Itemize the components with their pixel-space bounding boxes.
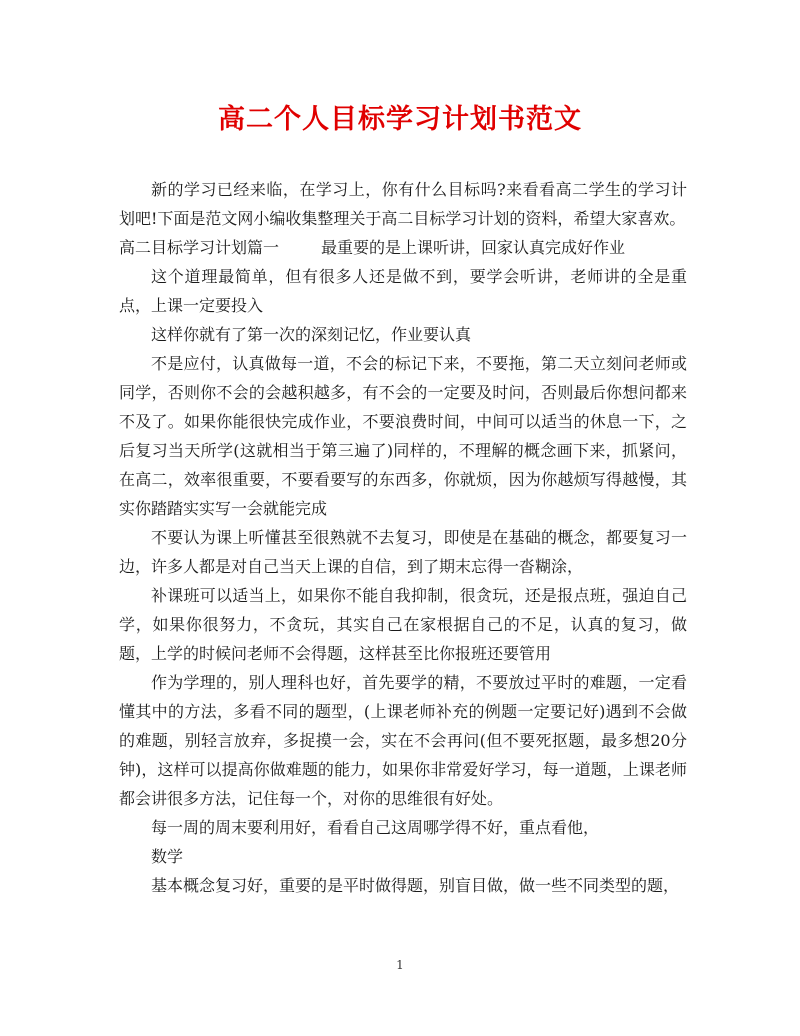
paragraph: 这个道理最简单，但有很多人还是做不到，要学会听讲，老师讲的全是重点，上课一定要投入: [119, 267, 687, 315]
section-heading: 最重要的是上课听讲，回家认真完成好作业: [321, 238, 626, 257]
section-line: [119, 233, 687, 262]
paragraph: 基本概念复习好，重要的是平时做得题，别盲目做，做一些不同类型的题，: [151, 876, 680, 895]
paragraph: 作为学理的，别人理科也好，首先要学的精，不要放过平时的难题，一定看懂其中的方法，多看不同的题型，(上课老师补充的例题一定要记好)遇到不会做的难题，别轻言放弃，多捉摸一会，实在不会再问(但不要死抠题，最多想20分钟)，这样可以提高你做难题的能力，如果你非常爱好学习，每一道题，上课老师都会讲很多方法，记住每一个，对你的思维很有好处。: [119, 673, 687, 808]
subheading-math: 数学: [151, 847, 184, 866]
document-title: 高二个人目标学习计划书范文: [218, 104, 582, 135]
paragraph: 这样你就有了第一次的深刻记忆，作业要认真: [151, 325, 472, 344]
paragraph: 不是应付，认真做每一道，不会的标记下来，不要拖，第二天立刻问老师或同学，否则你不会的会越积越多，有不会的一定要及时问，否则最后你想问都来不及了。如果你能很快完成作业，不要浪费时间，中间可以适当的休息一下，之后复习当天所学(这就相当于第三遍了)同样的，不理解的概念画下来，抓紧问，在高二，效率很重要，不要看要写的东西多，你就烦，因为你越烦写得越慢，其实你踏踏实实写一会就能完成: [119, 354, 687, 518]
paragraph: 每一周的周末要利用好，看看自己这周哪学得不好，重点看他，: [151, 818, 600, 837]
document-body: [119, 175, 687, 900]
intro-paragraph: 新的学习已经来临，在学习上，你有什么目标吗?来看看高二学生的学习计划吧!下面是范文网小编收集整理关于高二目标学习计划的资料，希望大家喜欢。: [119, 180, 687, 228]
section-label: 高二目标学习计划篇一: [119, 238, 280, 257]
page-number: 1: [396, 958, 404, 972]
paragraph: 补课班可以适当上，如果你不能自我抑制，很贪玩，还是报点班，强迫自己学，如果你很努力，不贪玩，其实自己在家根据自己的不足，认真的复习，做题，上学的时候问老师不会得题，这样甚至比你报班还要管用: [119, 586, 687, 663]
paragraph: 不要认为课上听懂甚至很熟就不去复习，即使是在基础的概念，都要复习一边，许多人都是对自己当天上课的自信，到了期末忘得一沓糊涂，: [119, 528, 687, 576]
